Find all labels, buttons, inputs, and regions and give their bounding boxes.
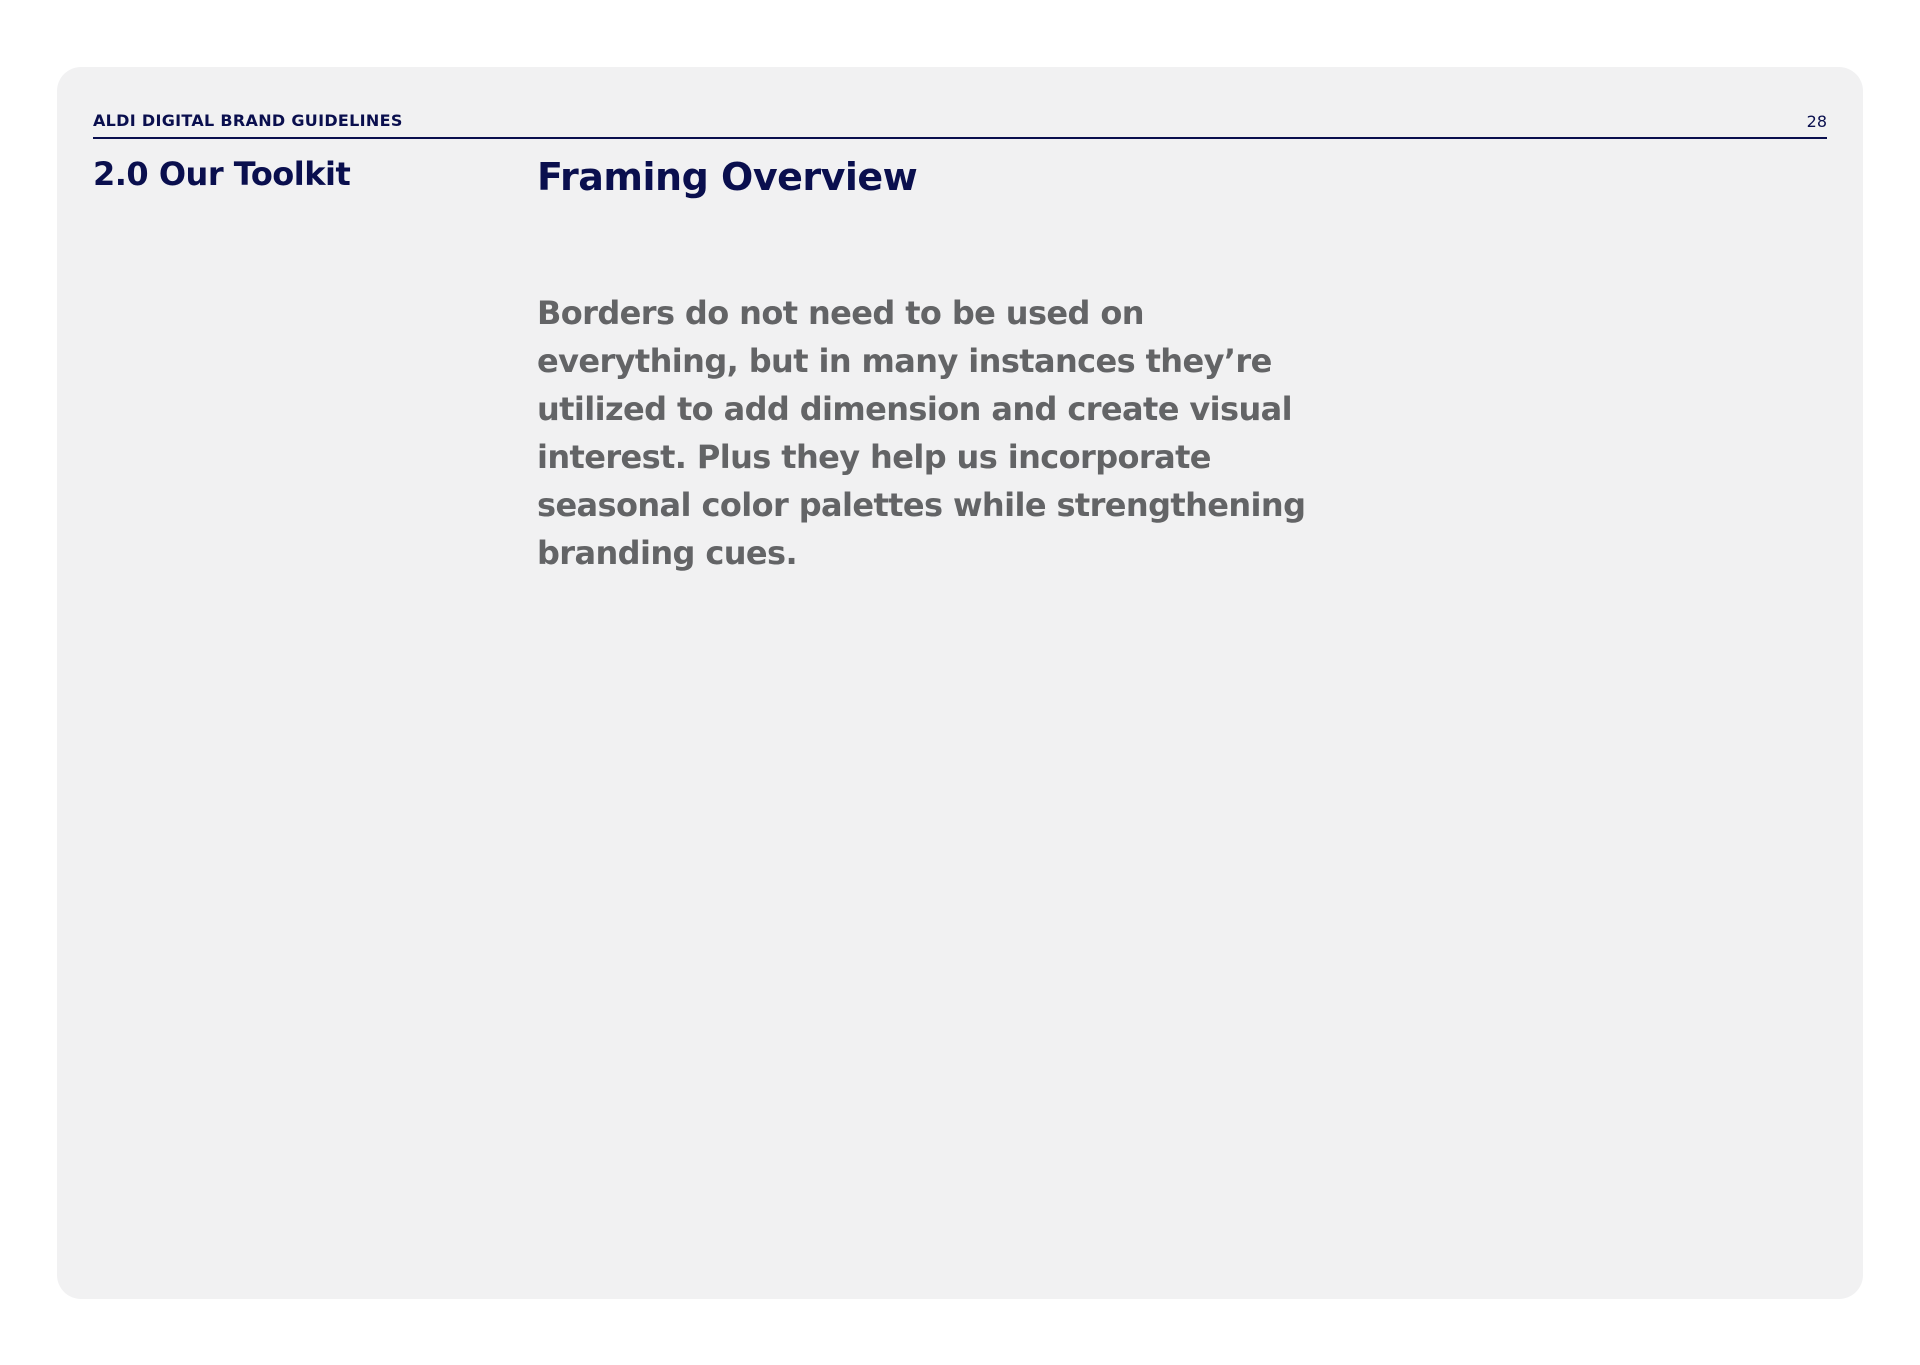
document-title: ALDI DIGITAL BRAND GUIDELINES — [93, 111, 403, 130]
page-number: 28 — [1806, 112, 1827, 131]
document-header — [93, 109, 1827, 139]
section-label: 2.0 Our Toolkit — [93, 155, 351, 193]
page-title: Framing Overview — [537, 155, 918, 199]
intro-paragraph: Borders do not need to be used on everything, but in many instances they’re utilized to add dimension and create visual interest. Plus they help us incorporate seasonal color palettes while strengthening branding cues. — [537, 294, 1306, 572]
page-card — [57, 67, 1863, 1299]
